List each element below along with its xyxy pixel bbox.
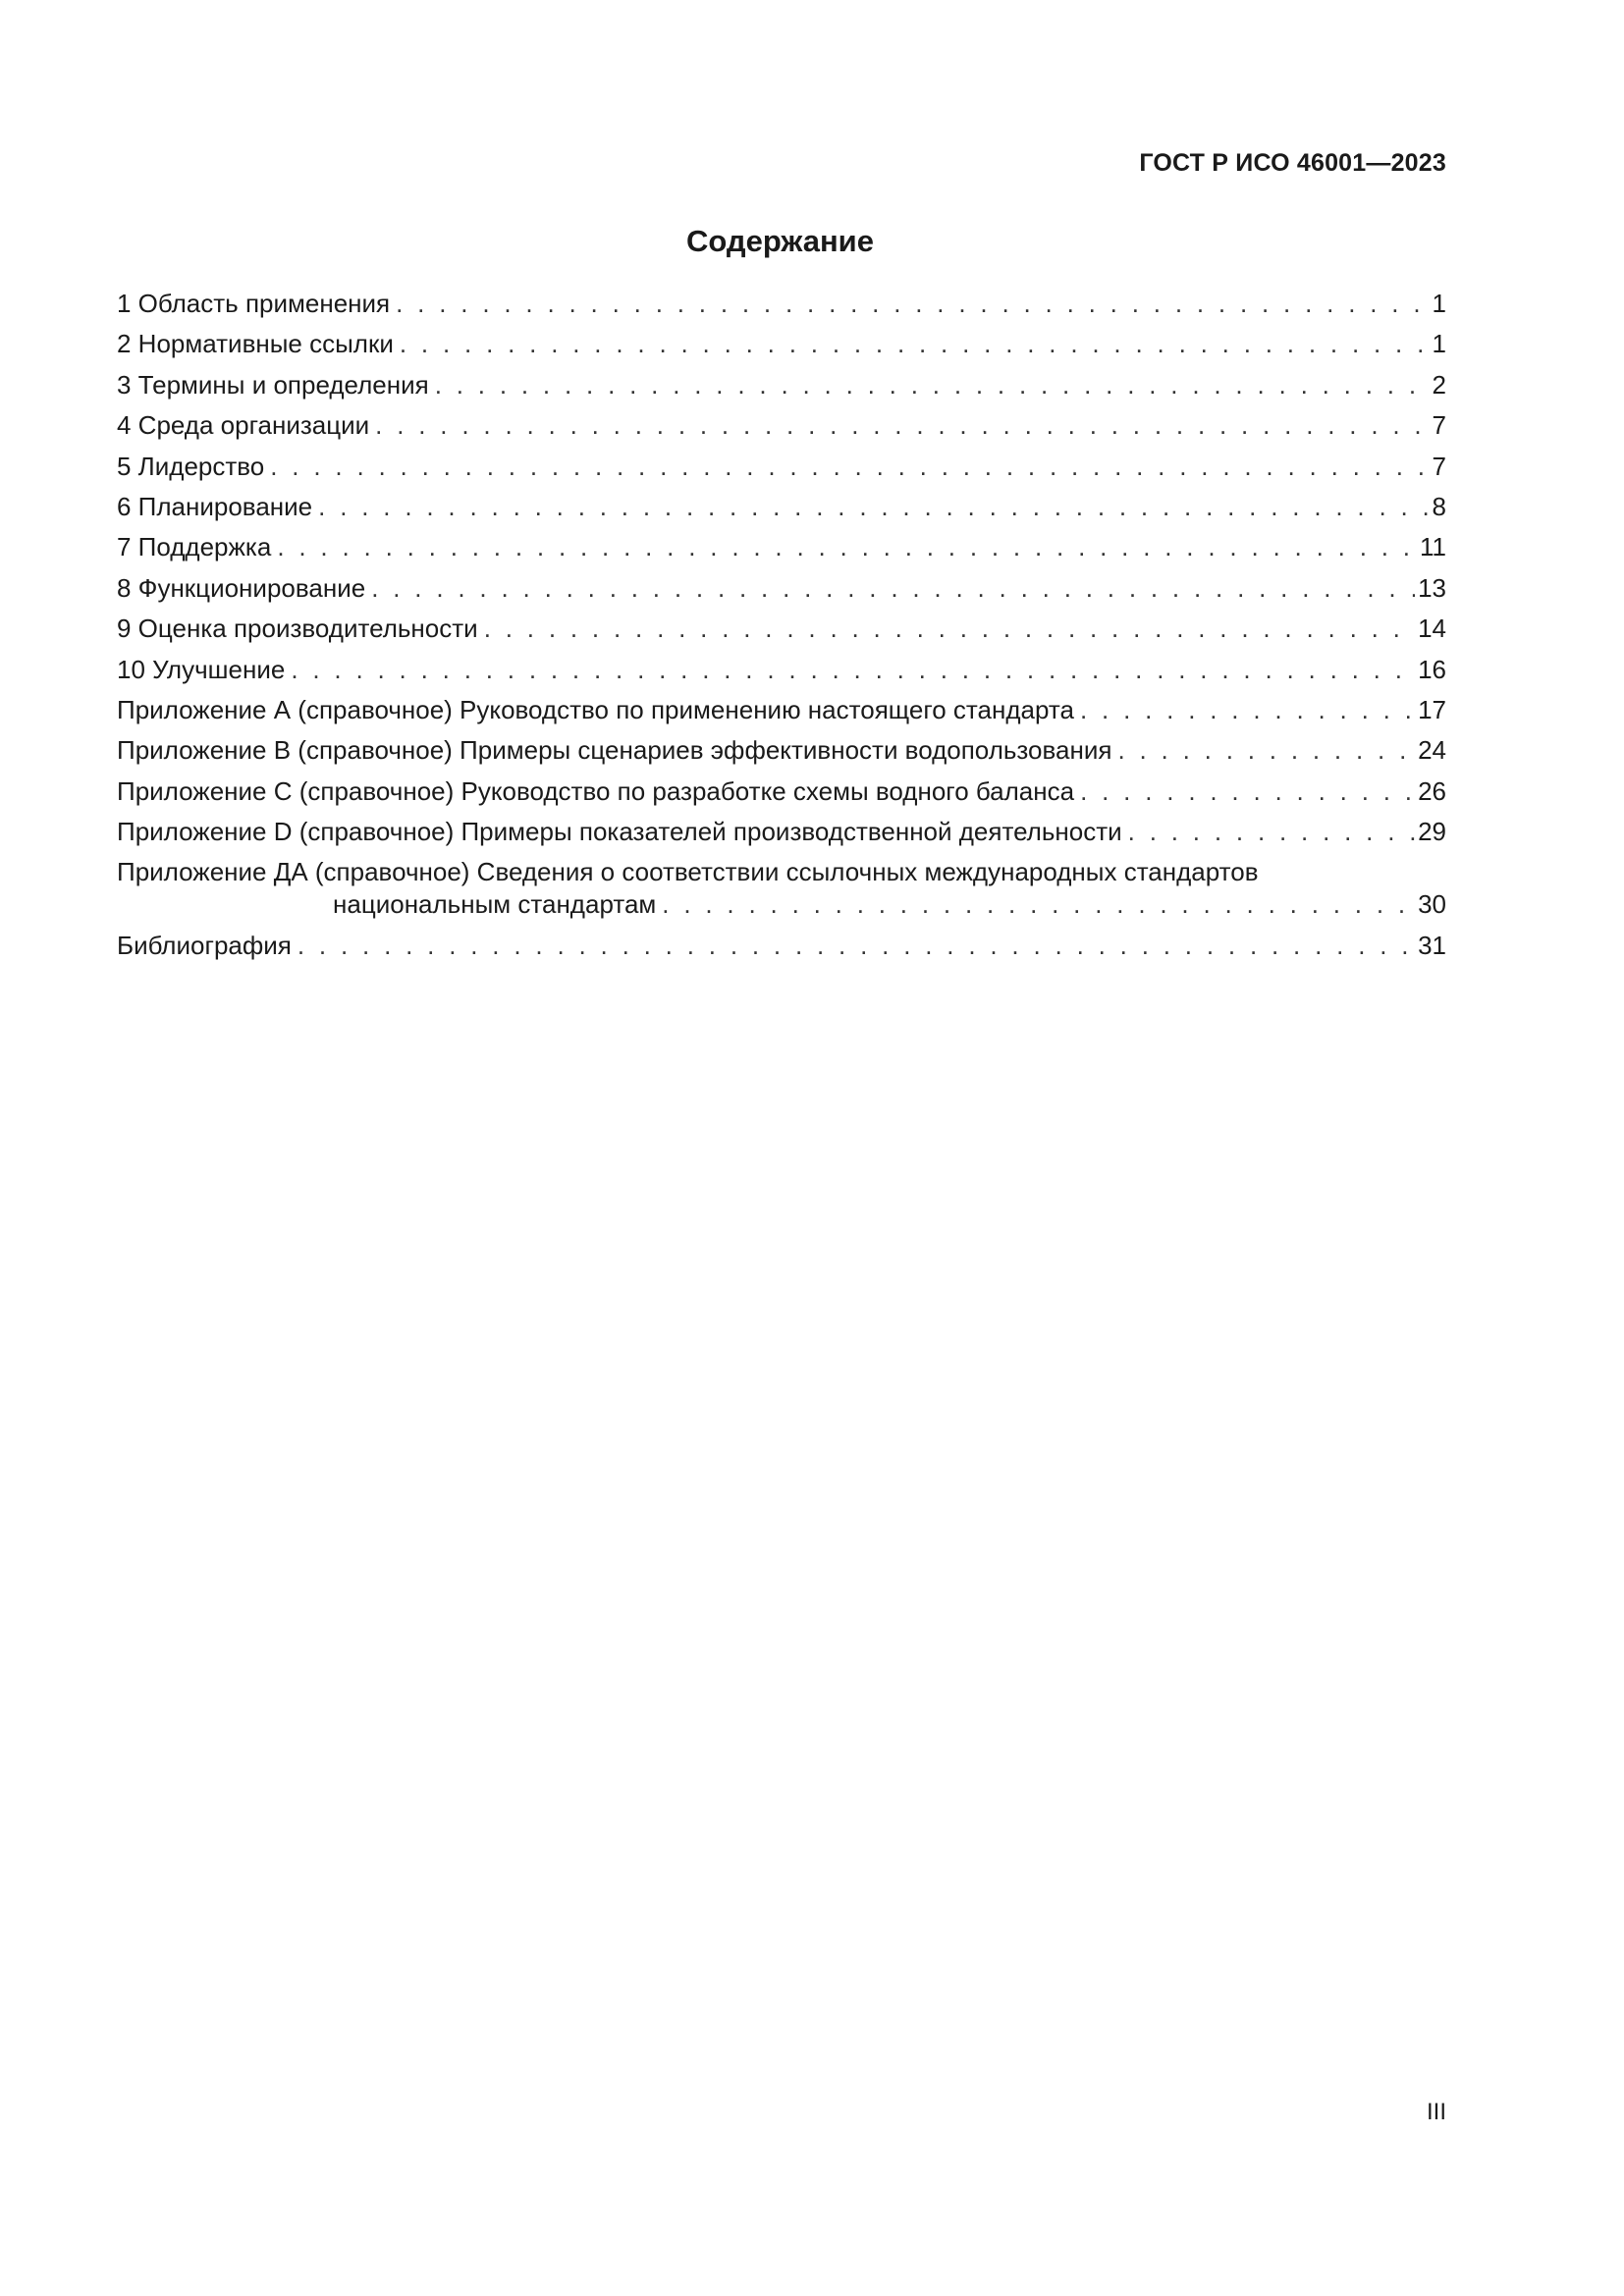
- toc-entry-page: 24: [1418, 735, 1446, 766]
- toc-entry[interactable]: [117, 613, 1446, 645]
- toc-entry[interactable]: [117, 369, 1446, 401]
- toc-entry-page: 7: [1432, 451, 1446, 481]
- toc-entry-page: 2: [1432, 369, 1446, 400]
- toc-leader-dots: [277, 531, 1417, 563]
- toc-leader-dots: [375, 409, 1429, 442]
- toc-entry[interactable]: [117, 451, 1446, 483]
- toc-title: Содержание: [686, 224, 874, 258]
- toc-entry-page: 29: [1418, 817, 1446, 847]
- toc-leader-dots: [270, 451, 1429, 483]
- toc-entry-label: 8 Функционирование: [117, 572, 366, 603]
- toc-entry-label: 10 Улучшение: [117, 654, 286, 684]
- toc-entry-page: 16: [1418, 654, 1446, 684]
- toc-entry-page: 31: [1418, 930, 1446, 960]
- toc-entry-page: 30: [1418, 889, 1446, 920]
- toc-entry-label: 2 Нормативные ссылки: [117, 329, 394, 359]
- toc-leader-dots: [291, 654, 1415, 686]
- toc-leader-dots: [662, 888, 1415, 921]
- toc-entry[interactable]: [117, 694, 1446, 726]
- toc-entry-label: Приложение С (справочное) Руководство по разработке схемы водного баланса: [117, 775, 1075, 806]
- toc-entry[interactable]: [117, 816, 1446, 848]
- toc-entry-page: 7: [1432, 410, 1446, 441]
- toc-entry[interactable]: [117, 572, 1446, 605]
- toc-entry[interactable]: [117, 930, 1446, 962]
- toc-leader-dots: [396, 288, 1429, 320]
- toc-leader-dots: [1117, 734, 1415, 767]
- toc-entry[interactable]: [117, 856, 1446, 921]
- toc-entry-label: Приложение В (справочное) Примеры сценариев эффективности водопользования: [117, 735, 1112, 766]
- toc-entry-label: 6 Планирование: [117, 491, 313, 521]
- toc-entry-label: 3 Термины и определения: [117, 369, 429, 400]
- toc-leader-dots: [435, 369, 1430, 401]
- toc-entry-label: Приложение А (справочное) Руководство по применению настоящего стандарта: [117, 694, 1074, 724]
- toc-entry-page: 14: [1418, 614, 1446, 644]
- toc-entry-label: 5 Лидерство: [117, 451, 265, 481]
- toc-entry-page: 1: [1432, 289, 1446, 318]
- toc-leader-dots: [1128, 816, 1415, 848]
- toc-entry-label: Приложение ДА (справочное) Сведения о соответствии ссылочных международных стандартов: [117, 857, 1259, 887]
- toc-leader-dots: [298, 930, 1415, 962]
- toc-entry-page: 11: [1420, 532, 1446, 562]
- toc-entry-page: 26: [1418, 775, 1446, 806]
- toc-entry[interactable]: [117, 328, 1446, 360]
- toc-entry[interactable]: [117, 734, 1446, 767]
- toc-entry-label: 4 Среда организации: [117, 410, 370, 441]
- toc-entry-label: 9 Оценка производительности: [117, 614, 478, 644]
- toc-entry-label-continuation: национальным стандартам: [333, 889, 657, 920]
- toc-leader-dots: [1080, 694, 1415, 726]
- toc-leader-dots: [400, 328, 1430, 360]
- document-code: ГОСТ Р ИСО 46001—2023: [1139, 149, 1446, 177]
- toc-entry[interactable]: [117, 409, 1446, 442]
- toc-entry[interactable]: [117, 491, 1446, 523]
- toc-entry[interactable]: [117, 775, 1446, 808]
- toc-leader-dots: [371, 572, 1415, 605]
- toc-leader-dots: [318, 491, 1429, 523]
- toc-entry[interactable]: [117, 288, 1446, 320]
- toc-entry-page: 8: [1432, 491, 1446, 521]
- toc-leader-dots: [484, 613, 1415, 645]
- toc-entry[interactable]: [117, 654, 1446, 686]
- toc-leader-dots: [1080, 775, 1415, 808]
- toc-entry-page: 13: [1418, 572, 1446, 603]
- toc-entry-page: 17: [1418, 694, 1446, 724]
- toc-entry-page: 1: [1432, 329, 1446, 359]
- toc-entry-label: Приложение D (справочное) Примеры показателей производственной деятельности: [117, 817, 1122, 847]
- table-of-contents: [117, 288, 1446, 970]
- toc-entry-label: 7 Поддержка: [117, 532, 272, 562]
- toc-entry-label: 1 Область применения: [117, 289, 391, 318]
- page-number: III: [1426, 2099, 1446, 2125]
- toc-entry-label: Библиография: [117, 930, 292, 960]
- toc-entry[interactable]: [117, 531, 1446, 563]
